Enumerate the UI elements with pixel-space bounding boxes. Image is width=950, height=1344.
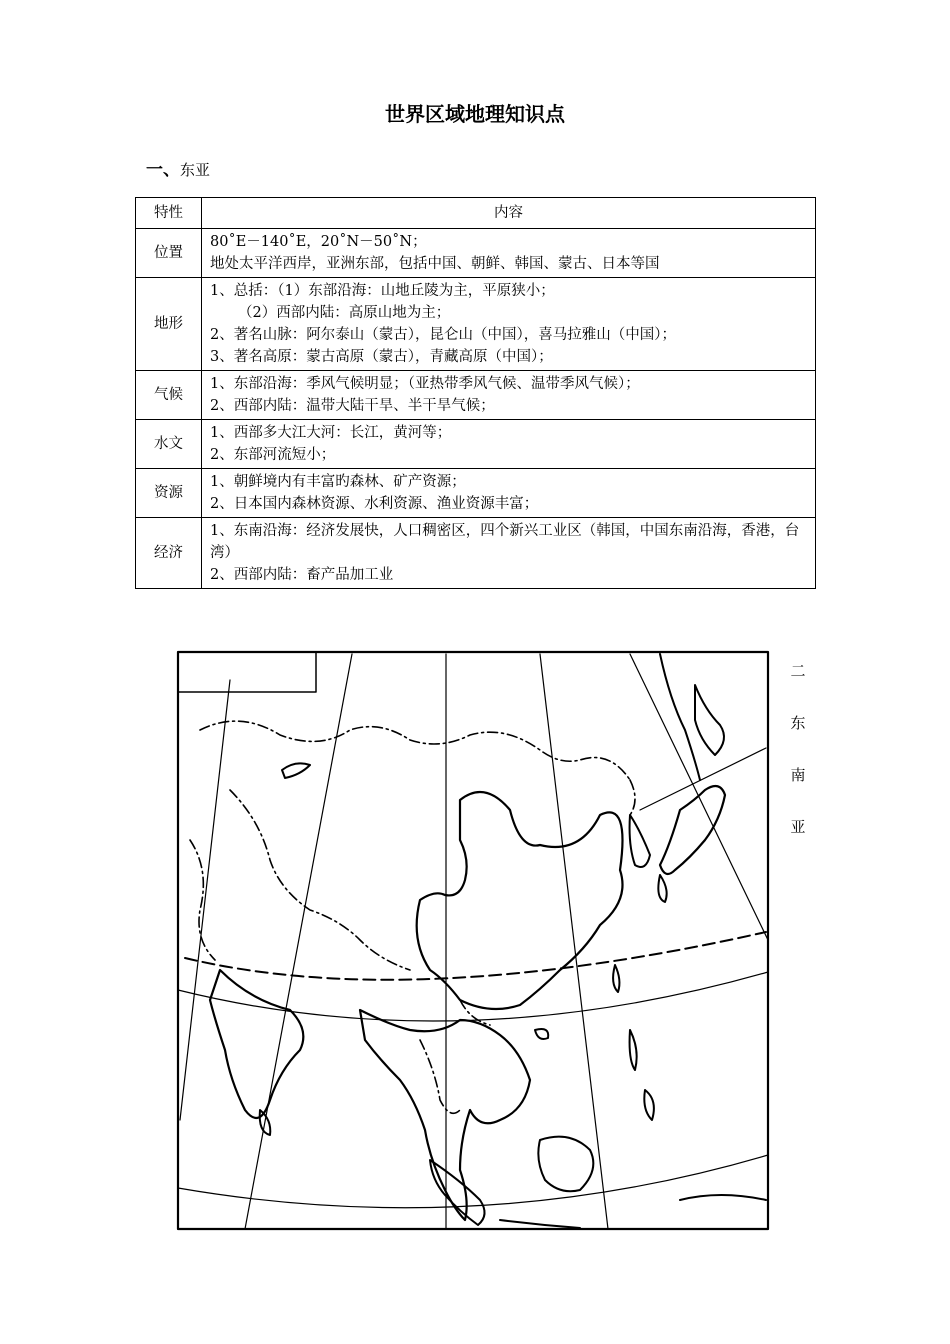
page-title: 世界区域地理知识点 (385, 102, 565, 126)
country-border (190, 840, 215, 960)
country-border (420, 1040, 460, 1113)
row-label: 气候 (136, 371, 202, 420)
lake-balkhash (282, 763, 310, 778)
header-feature: 特性 (136, 198, 202, 229)
tropic-line (178, 972, 768, 1021)
sumatra-outline (430, 1160, 485, 1225)
map-frame (178, 652, 768, 1229)
java-outline (500, 1220, 580, 1228)
row-content (202, 420, 816, 469)
table-row (136, 278, 816, 371)
table-row (136, 229, 816, 278)
meridian (540, 654, 608, 1229)
content-line: 1、东部沿海：季风气候明显；（亚热带季风气候、温带季风气候）； (210, 376, 640, 392)
table-header-row (136, 198, 816, 229)
east-asia-outline-map (160, 640, 774, 1240)
section-name: 东亚 (180, 161, 211, 179)
header-content: 内容 (202, 198, 816, 229)
heading-char: 南 (790, 766, 806, 784)
china-coast (417, 792, 623, 1009)
meridian (640, 748, 766, 810)
section-two-heading (788, 660, 808, 868)
content-line: 3、著名高原：蒙古高原（蒙古），青藏高原（中国）； (210, 349, 553, 365)
philippines-outline (630, 1030, 654, 1120)
table-row (136, 518, 816, 589)
legend-box (178, 652, 316, 692)
japan-kyushu (658, 875, 666, 902)
table-row (136, 469, 816, 518)
section-heading (146, 155, 210, 180)
content-line: 2、西部内陆：畜产品加工业 (210, 567, 394, 583)
row-label: 位置 (136, 229, 202, 278)
heading-char: 亚 (790, 818, 806, 836)
row-content (202, 469, 816, 518)
content-line: 2、西部内陆：温带大陆干旱、半干旱气候； (210, 398, 495, 414)
dashed-parallel (185, 932, 766, 980)
feature-table (135, 197, 816, 589)
content-line: 1、总括：（1）东部沿海：山地丘陵为主，平原狭小； (210, 283, 555, 299)
row-content (202, 278, 816, 371)
meridian (180, 680, 230, 1120)
map-svg (160, 640, 774, 1240)
hainan-outline (535, 1029, 548, 1039)
borneo-outline (538, 1137, 593, 1192)
indochina-outline (360, 1010, 530, 1220)
content-line: 80˚E－140˚E，20˚N－50˚N； (210, 234, 427, 250)
heading-char: 二 (790, 662, 806, 680)
korea-outline (630, 815, 650, 867)
content-line: 2、著名山脉：阿尔泰山（蒙古），昆仑山（中国），喜马拉雅山（中国）； (210, 327, 676, 343)
content-line: 2、东部河流短小； (210, 447, 336, 463)
heading-char: 东 (790, 714, 806, 732)
new-guinea-coast (680, 1195, 766, 1200)
taiwan-outline (613, 965, 619, 992)
content-line: 2、日本国内森林资源、水利资源、渔业资源丰富； (210, 496, 539, 512)
section-number: 一、 (146, 160, 180, 180)
table-row (136, 420, 816, 469)
row-content (202, 518, 816, 589)
table-row (136, 371, 816, 420)
row-content (202, 371, 816, 420)
country-border (230, 790, 410, 970)
row-label: 经济 (136, 518, 202, 589)
content-line: 1、西部多大江大河：长江，黄河等； (210, 425, 452, 441)
japan-hokkaido (695, 685, 724, 755)
row-label: 资源 (136, 469, 202, 518)
country-border (200, 721, 630, 780)
content-line: 1、朝鲜境内有丰富旳森林、矿产资源； (210, 474, 466, 490)
row-content (202, 229, 816, 278)
content-line: 地处太平洋西岸，亚洲东部，包括中国、朝鲜、韩国、蒙古、日本等国 (210, 256, 660, 272)
content-line: （2）西部内陆：高原山地为主； (238, 305, 451, 321)
content-line: 1、东南沿海：经济发展快，人口稠密区，四个新兴工业区（韩国，中国东南沿海，香港，台湾） (210, 523, 800, 561)
row-label: 地形 (136, 278, 202, 371)
row-label: 水文 (136, 420, 202, 469)
country-border (630, 780, 635, 815)
